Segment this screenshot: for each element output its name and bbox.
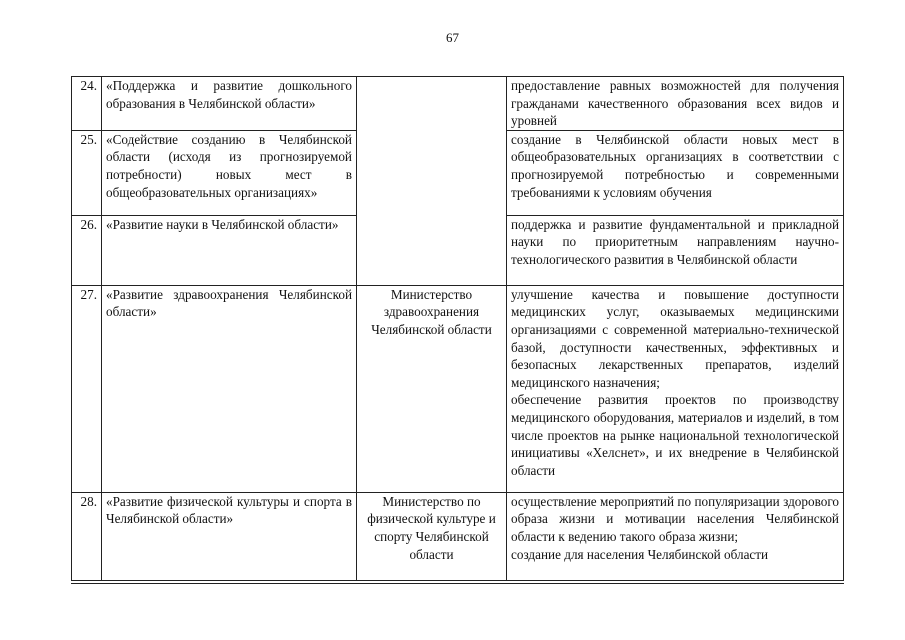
goal-paragraph: создание в Челябинской области новых мест в общеобразовательных организациях в соответствии с прогнозируемой потребностью и современными требованиями к условиям обучения [511, 131, 839, 200]
program-table [71, 76, 844, 581]
row-number: 27. [72, 285, 102, 492]
goal-paragraph: поддержка и развитие фундаментальной и прикладной науки по приоритетным направлениям научно-технологического развития в Челябинской области [511, 216, 839, 267]
program-name: «Содействие созданию в Челябинской области (исходя из прогнозируемой потребности) новых мест в общеобразовательных организациях» [102, 130, 357, 215]
program-name: «Развитие здравоохранения Челябинской области» [102, 285, 357, 492]
table-row [72, 285, 844, 492]
program-goal [507, 77, 844, 131]
responsible-body: Министерство здравоохранения Челябинской области [357, 285, 507, 492]
program-goal [507, 492, 844, 580]
row-number: 28. [72, 492, 102, 580]
table-bottom-edge [71, 583, 844, 584]
table-row [72, 77, 844, 131]
table-row [72, 492, 844, 580]
goal-paragraph: улучшение качества и повышение доступности медицинских услуг, оказываемых медицинскими организациями с современной материально-технической базой, доступности качественных, эффективных и безопасных лекарственных препаратов, изделий медицинского назначения; [511, 286, 839, 390]
responsible-body: Министерство по физической культуре и спорту Челябинской области [357, 492, 507, 580]
responsible-body [357, 77, 507, 286]
goal-paragraph: создание для населения Челябинской области [511, 546, 769, 562]
program-name: «Развитие науки в Челябинской области» [102, 215, 357, 285]
program-name: «Развитие физической культуры и спорта в Челябинской области» [102, 492, 357, 580]
goal-paragraph: обеспечение развития проектов по производству медицинского оборудования, материалов и изделий, в том числе проектов на рынке национальной технологической инициативы «Хелснет», и их внедрение в Челябинской области [511, 392, 839, 478]
row-number: 26. [72, 215, 102, 285]
goal-paragraph: осуществление мероприятий по популяризации здорового образа жизни и мотивации населения Челябинской области к ведению такого образа жизни; [511, 493, 839, 544]
goal-paragraph: предоставление равных возможностей для получения гражданами качественного образования всех видов и уровней [511, 78, 839, 129]
program-goal [507, 130, 844, 215]
row-number: 25. [72, 130, 102, 215]
row-number: 24. [72, 77, 102, 131]
program-name: «Поддержка и развитие дошкольного образования в Челябинской области» [102, 77, 357, 131]
page-number: 67 [446, 30, 459, 45]
program-goal [507, 285, 844, 492]
program-goal [507, 215, 844, 285]
